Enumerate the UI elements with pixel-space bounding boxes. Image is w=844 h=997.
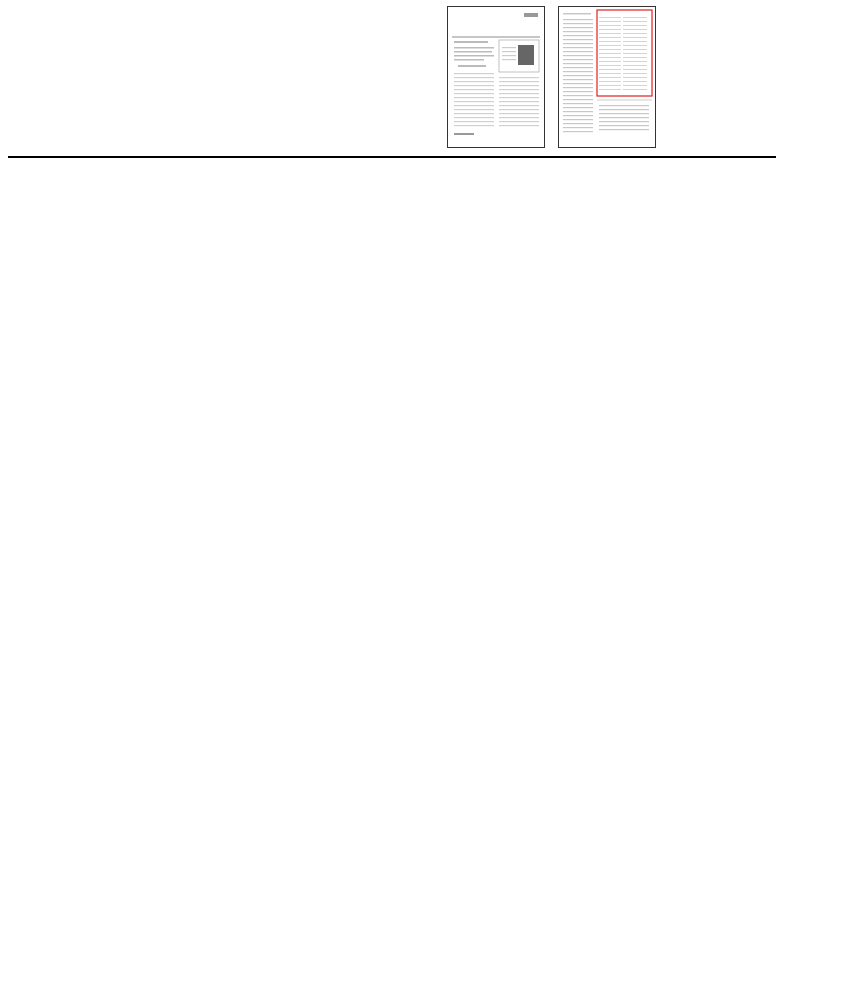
article-page-thumbnail (558, 6, 656, 148)
front-page-thumbnail-graphic (448, 7, 544, 147)
article-page-thumbnail-graphic (559, 7, 655, 147)
header-divider (8, 156, 776, 158)
front-page-thumbnail (447, 6, 545, 148)
